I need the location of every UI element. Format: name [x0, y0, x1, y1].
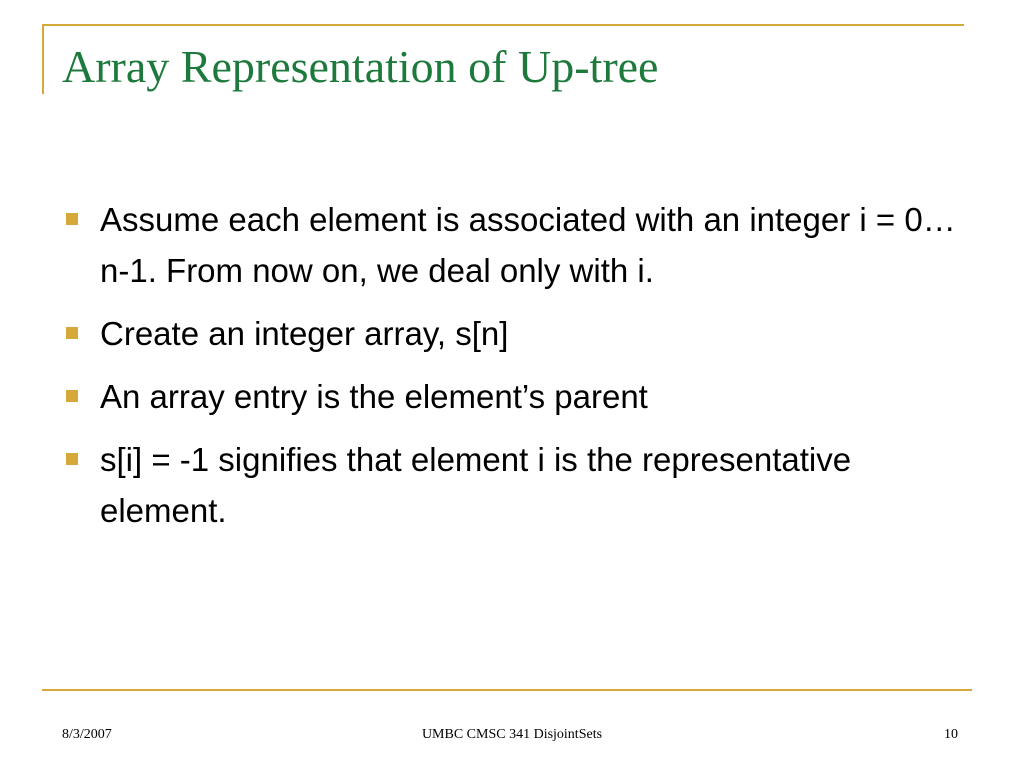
square-bullet-icon — [66, 213, 78, 225]
square-bullet-icon — [66, 390, 78, 402]
bullet-item — [66, 371, 966, 422]
footer-date: 8/3/2007 — [62, 727, 112, 742]
left-border-line — [42, 24, 44, 94]
bullet-item — [66, 434, 966, 536]
footer-divider — [42, 689, 972, 691]
bullet-text: Create an integer array, s[n] — [100, 315, 509, 352]
top-border-line — [42, 24, 964, 26]
bullet-item — [66, 194, 966, 296]
square-bullet-icon — [66, 453, 78, 465]
bullet-list — [66, 194, 966, 548]
bullet-text: An array entry is the element’s parent — [100, 378, 648, 415]
square-bullet-icon — [66, 327, 78, 339]
bullet-item — [66, 308, 966, 359]
slide-title: Array Representation of Up-tree — [62, 41, 659, 92]
bullet-text: Assume each element is associated with an integer i = 0…n-1. From now on, we deal only with i. — [100, 201, 956, 289]
page-number: 10 — [944, 727, 958, 742]
bullet-text: s[i] = -1 signifies that element i is the representative element. — [100, 441, 852, 529]
footer-course-title: UMBC CMSC 341 DisjointSets — [421, 727, 603, 742]
